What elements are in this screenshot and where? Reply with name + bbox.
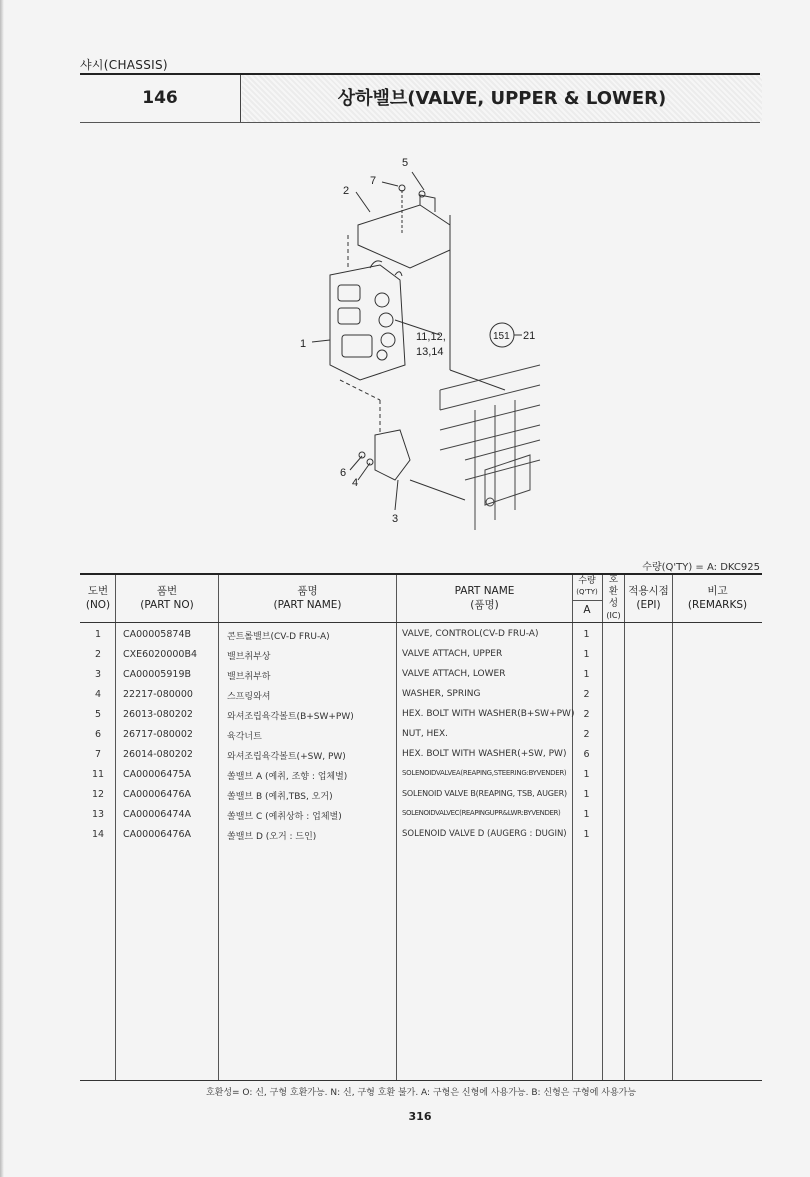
header-part-no: 품번 (PART NO) bbox=[140, 585, 194, 611]
callout-6: 6 bbox=[340, 467, 347, 479]
header-remarks: 비고 (REMARKS) bbox=[687, 585, 748, 611]
section-label: 샤시(CHASSIS) bbox=[80, 58, 168, 72]
page-group-number: 146 bbox=[142, 88, 178, 108]
quantity-note: 수량(Q'TY) = A: DKC925 bbox=[642, 562, 760, 573]
table-row: 4 22217-080000 스프링와셔 WASHER, SPRING 2 bbox=[94, 689, 590, 702]
upper-bracket-shape bbox=[358, 205, 450, 268]
qty-subdivider bbox=[572, 600, 602, 601]
table-row: 13 CA00006474A 쏠밸브 C (예취상하 : 업체별) SOLENOIDVALVEC(REAPINGUPR&LWR:BYVENDER) 1 bbox=[91, 809, 590, 822]
callout-11-12: 11,12, bbox=[416, 331, 446, 343]
callout-7: 7 bbox=[370, 175, 377, 187]
header-qty-a: A bbox=[583, 604, 591, 616]
table-row: 2 CXE6020000B4 밸브취부상 VALVE ATTACH, UPPER 1 bbox=[94, 649, 590, 662]
table-row: 5 26013-080202 와셔조립육각볼트(B+SW+PW) HEX. BOLT WITH WASHER(B+SW+PW) 2 bbox=[94, 709, 590, 722]
header-bottom-rule bbox=[80, 122, 760, 123]
header-qty: 수량 (Q'TY) bbox=[576, 576, 598, 596]
table-row: 6 26717-080002 육각너트 NUT, HEX. 2 bbox=[94, 729, 590, 742]
callout-2: 2 bbox=[343, 185, 350, 197]
callout-1: 1 bbox=[300, 338, 307, 350]
table-row: 3 CA00005919B 밸브취부하 VALVE ATTACH, LOWER 1 bbox=[94, 669, 590, 682]
table-bottom-rule bbox=[80, 1080, 762, 1081]
page-number: 316 bbox=[408, 1110, 432, 1123]
callout-151: 151 bbox=[493, 331, 510, 342]
callout-21: 21 bbox=[523, 330, 536, 342]
exploded-parts-diagram bbox=[290, 150, 550, 540]
header-epi: 적용시점 (EPI) bbox=[628, 585, 669, 611]
header-no: 도번 (NO) bbox=[85, 585, 111, 611]
callout-13-14: 13,14 bbox=[416, 346, 444, 358]
header-part-name-en: PART NAME (품명) bbox=[454, 585, 515, 611]
lower-bracket-shape bbox=[375, 430, 410, 480]
header-ic: 호 환 성 (IC) bbox=[606, 574, 621, 620]
control-valve-body-shape bbox=[330, 265, 405, 380]
header-divider bbox=[240, 75, 241, 122]
table-row: 11 CA00006475A 쏠밸브 A (예취, 조향 : 업체별) SOLENOIDVALVEA(REAPING,STEERING:BYVENDER) 1 bbox=[91, 769, 590, 782]
table-top-rule bbox=[80, 573, 762, 575]
compatibility-footnote: 호환성= O: 신, 구형 호환가능. N: 신, 구형 호환 불가. A: 구형은 신형에 사용가능. B: 신형은 구형에 사용가능 bbox=[205, 1088, 637, 1098]
callout-5: 5 bbox=[402, 157, 409, 169]
page-title: 상하밸브(VALVE, UPPER & LOWER) bbox=[242, 75, 762, 122]
callout-3: 3 bbox=[392, 513, 399, 525]
table-row: 7 26014-080202 와셔조립육각볼트(+SW, PW) HEX. BOLT WITH WASHER(+SW, PW) 6 bbox=[94, 749, 590, 762]
table-row: 1 CA00005874B 콘트롤밸브(CV-D FRU-A) VALVE, CONTROL(CV-D FRU-A) 1 bbox=[94, 629, 590, 642]
table-row: 14 CA00006476A 쏠밸브 D (오거 : 드인) SOLENOID VALVE D (AUGERG : DUGIN) 1 bbox=[91, 829, 590, 842]
header-part-name-kr: 품명 (PART NAME) bbox=[273, 585, 342, 611]
scan-edge bbox=[0, 0, 4, 1177]
callout-4: 4 bbox=[352, 477, 359, 489]
table-row: 12 CA00006476A 쏠밸브 B (예취,TBS, 오거) SOLENOID VALVE B(REAPING, TSB, AUGER) 1 bbox=[91, 789, 590, 802]
table-header-rule bbox=[80, 622, 762, 623]
